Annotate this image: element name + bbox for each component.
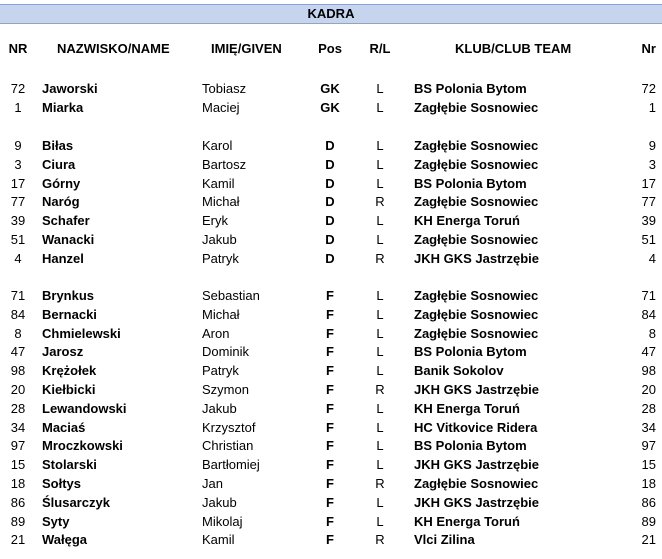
player-given-name: Bartłomiej	[202, 457, 260, 473]
player-number: 4	[14, 250, 22, 266]
table-row	[0, 418, 662, 437]
player-club: BS Polonia Bytom	[414, 438, 527, 454]
player-position: F	[326, 288, 334, 303]
header-name: NAZWISKO/NAME	[57, 41, 170, 56]
table-row	[0, 361, 662, 380]
player-number-right: 86	[641, 494, 656, 510]
player-surname: Lewandowski	[42, 400, 127, 416]
player-club: Zagłębie Sosnowiec	[414, 156, 539, 172]
player-number: 47	[10, 344, 26, 360]
player-position: F	[326, 419, 334, 435]
player-given-name: Szymon	[202, 382, 249, 397]
player-club: Zagłębie Sosnowiec	[414, 325, 539, 341]
player-surname: Hanzel	[42, 250, 84, 266]
player-position: D	[325, 250, 335, 266]
player-position: F	[326, 325, 334, 341]
player-club: Banik Sokolov	[414, 363, 504, 379]
table-row	[0, 249, 662, 268]
player-number-right: 9	[648, 138, 656, 153]
table-row	[0, 399, 662, 418]
player-position: F	[326, 306, 334, 322]
player-number-right: 72	[641, 81, 656, 96]
player-given-name: Sebastian	[202, 288, 260, 303]
header-rl: R/L	[369, 41, 391, 56]
player-number: 72	[10, 81, 26, 96]
player-given-name: Mikolaj	[202, 513, 243, 529]
player-club: KH Energa Toruń	[414, 213, 520, 229]
player-surname: Naróg	[42, 194, 80, 210]
player-position: F	[326, 344, 334, 360]
player-club: JKH GKS Jastrzębie	[414, 250, 539, 266]
player-club: JKH GKS Jastrzębie	[414, 494, 539, 510]
player-surname: Chmielewski	[42, 325, 121, 341]
player-number-right: 18	[641, 476, 656, 491]
player-given-name: Bartosz	[202, 156, 247, 172]
player-handedness: L	[376, 213, 384, 229]
player-given-name: Tobiasz	[202, 81, 247, 96]
player-number-right: 21	[641, 532, 656, 548]
table-row	[0, 530, 662, 549]
player-position: F	[326, 457, 334, 473]
player-handedness: L	[376, 81, 384, 96]
player-number-right: 15	[641, 457, 656, 473]
player-surname: Syty	[42, 513, 70, 529]
player-handedness: L	[376, 99, 384, 115]
player-number: 15	[10, 457, 26, 473]
player-given-name: Christian	[202, 438, 254, 454]
player-position: F	[326, 363, 334, 379]
player-given-name: Jan	[202, 476, 223, 491]
player-club: Zagłębie Sosnowiec	[414, 476, 539, 491]
player-given-name: Karol	[202, 138, 233, 153]
player-handedness: L	[376, 419, 384, 435]
player-position: F	[326, 438, 334, 454]
player-number-right: 20	[641, 382, 656, 397]
player-given-name: Kamil	[202, 532, 235, 548]
header-club: KLUB/CLUB TEAM	[455, 41, 572, 56]
player-number-right: 8	[648, 325, 656, 341]
player-club: Zagłębie Sosnowiec	[414, 194, 539, 210]
player-given-name: Patryk	[202, 363, 239, 379]
player-surname: Schafer	[42, 213, 90, 229]
player-number-right: 51	[641, 232, 656, 247]
player-position: D	[325, 175, 335, 191]
player-position: D	[325, 156, 335, 172]
player-number-right: 1	[648, 99, 656, 115]
player-club: KH Energa Toruń	[414, 513, 520, 529]
player-given-name: Patryk	[202, 250, 239, 266]
player-handedness: L	[376, 494, 384, 510]
player-surname: Kiełbicki	[42, 382, 96, 397]
player-given-name: Dominik	[202, 344, 249, 360]
player-number: 77	[10, 194, 26, 210]
player-handedness: L	[376, 363, 384, 379]
player-number-right: 84	[641, 306, 656, 322]
table-row	[0, 380, 662, 399]
player-handedness: L	[376, 344, 384, 360]
player-handedness: L	[376, 232, 384, 247]
player-given-name: Jakub	[202, 400, 237, 416]
player-handedness: R	[375, 250, 385, 266]
player-handedness: L	[376, 438, 384, 454]
player-handedness: L	[376, 288, 384, 303]
player-handedness: L	[376, 325, 384, 341]
player-surname: Stolarski	[42, 457, 97, 473]
player-position: D	[325, 213, 335, 229]
player-number: 21	[10, 532, 26, 548]
player-number: 20	[10, 382, 26, 397]
player-number-right: 71	[641, 288, 656, 303]
table-row	[0, 98, 662, 117]
player-handedness: L	[376, 457, 384, 473]
player-club: Zagłębie Sosnowiec	[414, 99, 539, 115]
header-nr: NR	[8, 41, 28, 56]
player-number: 97	[10, 438, 26, 454]
table-row	[0, 512, 662, 531]
player-club: Zagłębie Sosnowiec	[414, 232, 539, 247]
player-number-right: 17	[641, 175, 656, 191]
player-position: GK	[320, 99, 340, 115]
player-position: F	[326, 400, 334, 416]
player-surname: Mroczkowski	[42, 438, 123, 454]
player-number-right: 98	[641, 363, 656, 379]
player-position: D	[325, 138, 335, 153]
player-surname: Krężołek	[42, 363, 97, 379]
player-handedness: L	[376, 138, 384, 153]
player-club: Vlci Zilina	[414, 532, 475, 548]
player-handedness: R	[375, 476, 385, 491]
player-position: F	[326, 382, 334, 397]
table-row	[0, 436, 662, 455]
player-number: 17	[10, 175, 26, 191]
table-title: KADRA	[0, 4, 662, 24]
table-row	[0, 493, 662, 512]
player-club: JKH GKS Jastrzębie	[414, 457, 539, 473]
player-number: 89	[10, 513, 26, 529]
player-club: BS Polonia Bytom	[414, 344, 527, 360]
player-position: D	[325, 232, 335, 247]
table-row	[0, 324, 662, 343]
player-handedness: L	[376, 513, 384, 529]
player-handedness: R	[375, 382, 385, 397]
player-club: KH Energa Toruń	[414, 400, 520, 416]
player-club: HC Vitkovice Ridera	[414, 419, 538, 435]
player-number: 98	[10, 363, 26, 379]
player-given-name: Krzysztof	[202, 419, 256, 435]
player-number: 18	[10, 476, 26, 491]
player-given-name: Kamil	[202, 175, 235, 191]
table-row	[0, 79, 662, 98]
player-given-name: Jakub	[202, 232, 237, 247]
player-handedness: L	[376, 156, 384, 172]
table-row	[0, 136, 662, 155]
player-handedness: R	[375, 194, 385, 210]
player-number-right: 4	[648, 250, 656, 266]
table-row	[0, 455, 662, 474]
player-number: 51	[10, 232, 26, 247]
player-given-name: Jakub	[202, 494, 237, 510]
player-position: GK	[320, 81, 340, 96]
player-handedness: L	[376, 306, 384, 322]
player-given-name: Maciej	[202, 99, 240, 115]
player-surname: Maciaś	[42, 419, 86, 435]
table-row	[0, 155, 662, 174]
player-position: F	[326, 494, 334, 510]
player-number-right: 97	[641, 438, 656, 454]
player-number-right: 89	[641, 513, 656, 529]
column-header-row	[0, 41, 662, 59]
table-row	[0, 474, 662, 493]
player-handedness: R	[375, 532, 385, 548]
player-surname: Ciura	[42, 156, 76, 172]
player-number-right: 34	[641, 419, 656, 435]
player-club: Zagłębie Sosnowiec	[414, 288, 539, 303]
player-club: Zagłębie Sosnowiec	[414, 306, 539, 322]
player-number: 34	[10, 419, 26, 435]
player-surname: Wałęga	[42, 532, 88, 548]
table-row	[0, 342, 662, 361]
player-position: D	[325, 194, 335, 210]
player-position: F	[326, 532, 334, 548]
player-number: 8	[14, 325, 22, 341]
player-number: 39	[10, 213, 26, 229]
player-number: 71	[10, 288, 26, 303]
player-surname: Bernacki	[42, 306, 97, 322]
player-handedness: L	[376, 175, 384, 191]
player-given-name: Michał	[202, 306, 240, 322]
header-given: IMIĘ/GIVEN	[211, 41, 282, 56]
player-surname: Brynkus	[42, 288, 95, 303]
player-surname: Górny	[42, 175, 81, 191]
player-number-right: 47	[641, 344, 656, 360]
player-number-right: 77	[641, 194, 656, 210]
player-club: JKH GKS Jastrzębie	[414, 382, 539, 397]
header-pos: Pos	[318, 41, 342, 56]
player-position: F	[326, 476, 334, 491]
player-club: BS Polonia Bytom	[414, 81, 527, 96]
table-row	[0, 211, 662, 230]
table-row	[0, 192, 662, 211]
player-surname: Ślusarczyk	[42, 494, 110, 510]
player-surname: Wanacki	[42, 232, 95, 247]
player-number: 1	[14, 99, 22, 115]
player-number-right: 28	[641, 400, 656, 416]
player-club: Zagłębie Sosnowiec	[414, 138, 539, 153]
player-surname: Jaworski	[42, 81, 98, 96]
player-number-right: 39	[641, 213, 656, 229]
header-nr-right: Nr	[641, 41, 656, 56]
player-surname: Biłas	[42, 138, 74, 153]
player-number: 86	[10, 494, 26, 510]
table-row	[0, 286, 662, 305]
player-surname: Miarka	[42, 99, 84, 115]
player-surname: Sołtys	[42, 476, 82, 491]
player-surname: Jarosz	[42, 344, 84, 360]
player-number: 28	[10, 400, 26, 416]
table-row	[0, 230, 662, 249]
player-position: F	[326, 513, 334, 529]
player-number: 84	[10, 306, 26, 322]
player-number-right: 3	[648, 156, 656, 172]
player-given-name: Michał	[202, 194, 240, 210]
table-row	[0, 174, 662, 193]
table-row	[0, 305, 662, 324]
player-handedness: L	[376, 400, 384, 416]
player-given-name: Eryk	[202, 213, 228, 229]
player-number: 3	[14, 156, 22, 172]
player-number: 9	[14, 138, 22, 153]
player-club: BS Polonia Bytom	[414, 175, 527, 191]
player-given-name: Aron	[202, 325, 230, 341]
